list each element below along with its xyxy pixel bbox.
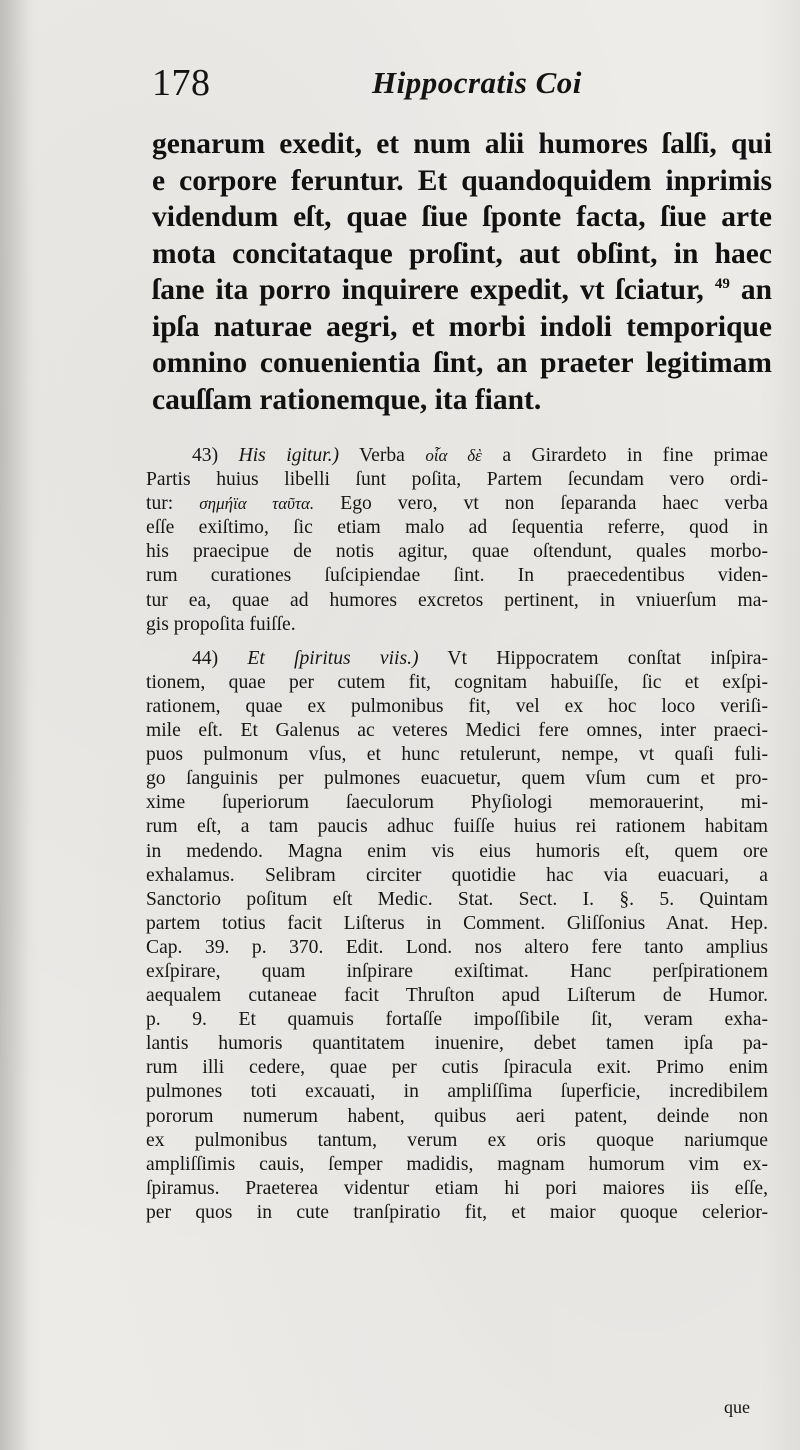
note-line: exhalamus. Selibram circiter quotidie hac via euacuari, a (146, 864, 768, 886)
note-line: pulmones toti excauati, in ampliſſima ſuperficie, incredibilem (146, 1081, 768, 1103)
spine-shadow (0, 0, 30, 1450)
note-line: go ſanguinis per pulmones euacuetur, quem vſum cum et pro- (146, 768, 768, 790)
main-text-line: cauſſam rationemque, ita fiant. (152, 383, 542, 416)
note-line: pororum numerum habent, quibus aeri patent, deinde non (146, 1105, 768, 1127)
note-line: ex pulmonibus tantum, verum ex oris quoque nariumque (146, 1129, 768, 1151)
note-lemma: His igitur.) (238, 445, 340, 466)
greek-phrase: οἷα δὲ (425, 446, 482, 465)
note-line (146, 647, 768, 671)
note-line: ſpiramus. Praeterea videntur etiam hi pori maiores iis eſſe, (146, 1177, 768, 1199)
note-line: in medendo. Magna enim vis eius humoris eſt, quem ore (146, 840, 768, 862)
note-line: partem totius facit Liſterus in Comment. Gliſſonius Anat. Hep. (146, 912, 768, 934)
note-line (146, 492, 768, 516)
footnote-reference: 49 (714, 276, 730, 293)
note-number: 44) (192, 647, 219, 669)
note-line: Sanctorio poſitum eſt Medic. Stat. Sect. I. §. 5. Quintam (146, 888, 768, 910)
note-line: xime ſuperiorum ſaeculorum Phyſiologi memorauerint, mi- (146, 792, 768, 814)
note-text: Verba (339, 445, 405, 466)
note-text: a Girardeto in fine primae (481, 445, 768, 466)
footnote-reference-after: an (729, 274, 772, 306)
note-line: p. 9. Et quamuis fortaſſe impoſſibile ſit, veram exha- (146, 1009, 768, 1031)
note-line: per quos in cute tranſpiratio fit, et maior quoque celerior- (146, 1201, 768, 1223)
note-line: his praecipue de notis agitur, quae oſtendunt, quales morbo- (146, 541, 768, 563)
note-number: 43) (192, 445, 219, 466)
note-line: tur ea, quae ad humores excretos pertinent, in vniuerſum ma- (146, 589, 768, 611)
note-line: lantis humoris quantitatem inuenire, debet tamen ipſa pa- (146, 1033, 768, 1055)
note-44 (146, 647, 768, 1225)
main-text-line-content: ſane ita porro inquirere expedit, vt ſciatur, (152, 274, 704, 306)
main-text-line: omnino conuenientia ſint, an praeter legitimam (152, 347, 772, 379)
main-text-block (152, 126, 772, 418)
greek-phrase: σημήϊα ταῦτα. (199, 494, 315, 514)
note-line: rationem, quae ex pulmonibus fit, vel ex hoc loco veriſi- (146, 695, 768, 717)
note-line: eſſe exiſtimo, ſic etiam malo ad ſequentia referre, quod in (146, 517, 768, 539)
page-header (152, 60, 712, 106)
note-line: puos pulmonum vſus, et hunc retulerunt, nempe, vt quaſi fuli- (146, 744, 768, 766)
page-number: 178 (152, 62, 211, 104)
note-line: exſpirare, quam inſpirare exiſtimat. Hanc perſpirationem (146, 960, 768, 982)
note-lemma: Et ſpiritus viis.) (247, 647, 419, 669)
note-line (146, 444, 768, 468)
note-line: gis propoſita fuiſſe. (146, 613, 296, 635)
note-line: rum illi cedere, quae per cutis ſpiracula exit. Primo enim (146, 1057, 768, 1079)
note-text: tur: (146, 493, 174, 515)
note-line: tionem, quae per cutem fit, cognitam habuiſſe, ſic et exſpi- (146, 671, 768, 693)
main-text-line: ipſa naturae aegri, et morbi indoli temporique (152, 310, 772, 343)
main-text-line: genarum exedit, et num alii humores ſalſi, qui (152, 128, 772, 160)
note-line: rum eſt, a tam paucis adhuc fuiſſe huius rei rationem habitam (146, 816, 768, 838)
main-text-line: e corpore feruntur. Et quandoquidem inprimis (152, 164, 772, 197)
note-line: Partis huius libelli ſunt poſita, Partem ſecundam vero ordi- (146, 469, 768, 491)
note-text: Vt Hippocratem conſtat inſpira- (418, 647, 768, 669)
commentary-notes (146, 444, 768, 1235)
note-line: aequalem cutaneae facit Thruſton apud Liſterum de Humor. (146, 985, 768, 1007)
running-head: Hippocratis Coi (372, 65, 582, 100)
note-line: mile eſt. Et Galenus ac veteres Medici fere omnes, inter praeci- (146, 720, 768, 742)
note-43 (146, 444, 768, 637)
main-text-line: mota concitataque proſint, aut obſint, in haec (152, 237, 772, 270)
note-line: rum curationes ſuſcipiendae ſint. In praecedentibus viden- (146, 565, 768, 587)
catchword: que (724, 1397, 750, 1417)
main-text-line: videndum eſt, quae ſiue ſponte facta, ſiue arte (152, 201, 772, 233)
main-text-line (152, 272, 772, 309)
note-text: Ego vero, vt non ſeparanda haec verba (314, 493, 768, 515)
note-line: ampliſſimis cauis, ſemper madidis, magnam humorum vim ex- (146, 1153, 768, 1175)
note-line: Cap. 39. p. 370. Edit. Lond. nos altero fere tanto amplius (146, 936, 768, 958)
